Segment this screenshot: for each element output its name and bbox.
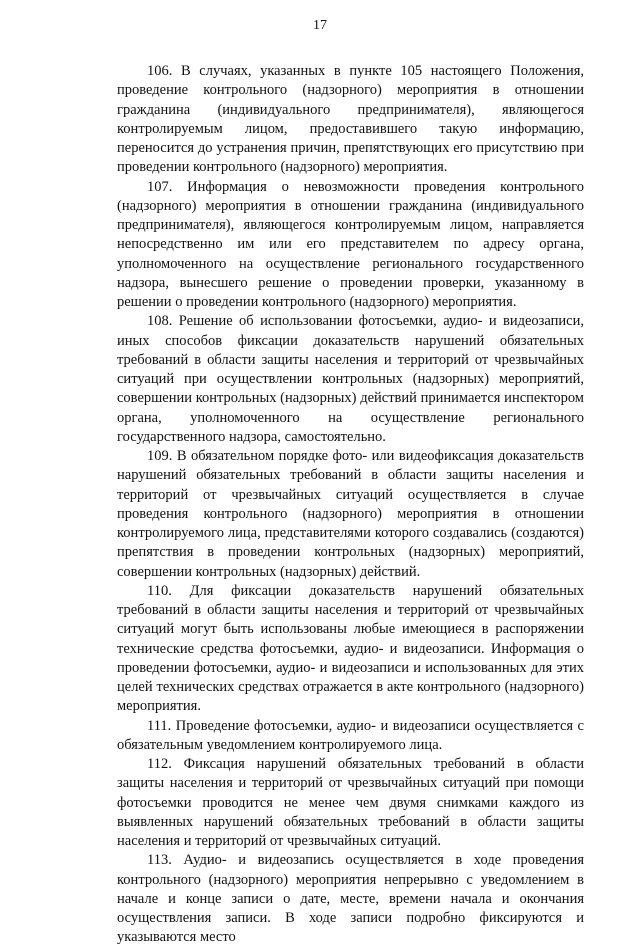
paragraph-112: 112. Фиксация нарушений обязательных требований в области защиты населения и территорий от чрезвычайных ситуаций при помощи фотосъемки проводится не менее чем двумя снимками каждого из выявленных нарушений обязательных требований в области защиты населения и территорий от чрезвычайных ситуаций. <box>117 756 584 849</box>
paragraph-110: 110. Для фиксации доказательств нарушений обязательных требований в области защиты населения и территорий от чрезвычайных ситуаций могут быть использованы любые имеющиеся в распоряжении технические средства фотосъемки, аудио- и видеозаписи. Информация о проведении фотосъемки, аудио- и видеозаписи и использованных для этих целей технических средствах отражается в акте контрольного (надзорного) мероприятия. <box>117 582 584 715</box>
page-number: 17 <box>313 18 327 33</box>
paragraph-109: 109. В обязательном порядке фото- или видеофиксация доказательств нарушений обязательных требований в области защиты населения и территорий от чрезвычайных ситуаций осуществляется в случае проведения контрольного (надзорного) мероприятия в отношении контролируемого лица, представителями которого создавались (создаются) препятствия в проведении контрольных (надзорных) мероприятий, совершении контрольных (надзорных) действий. <box>117 448 584 580</box>
paragraph-106: 106. В случаях, указанных в пункте 105 настоящего Положения, проведение контрольного (надзорного) мероприятия в отношении гражданина (индивидуального предпринимателя), являющегося контролируемым лицом, предоставившего такую информацию, переносится до устранения причин, препятствующих его присутствию при проведении контрольного (надзорного) мероприятия. <box>117 63 584 176</box>
paragraph-111: 111. Проведение фотосъемки, аудио- и видеозаписи осуществляется с обязательным уведомлением контролируемого лица. <box>117 717 584 753</box>
paragraph-108: 108. Решение об использовании фотосъемки, аудио- и видеозаписи, иных способов фиксации доказательств нарушений обязательных требований в области защиты населения и территорий от чрезвычайных ситуаций при осуществлении контрольных (надзорных) мероприятий, совершении контрольных (надзорных) действий принимается инспектором органа, уполномоченного на осуществление регионального государственного надзора, самостоятельно. <box>117 313 584 445</box>
paragraph-107: 107. Информация о невозможности проведения контрольного (надзорного) мероприятия в отношении гражданина (индивидуального предпринимателя), являющегося контролируемым лицом, направляется непосредственно им или его представителем по адресу органа, уполномоченного на осуществление регионального государственного надзора, вынесшего решение о проведении проверки, указанному в решении о проведении контрольного (надзорного) мероприятия. <box>117 178 584 310</box>
paragraph-113: 113. Аудио- и видеозапись осуществляется в ходе проведения контрольного (надзорного) мероприятия непрерывно с уведомлением в начале и конце записи о дате, месте, времени начала и окончания осуществления записи. В ходе записи подробно фиксируются и указываются место <box>117 852 584 946</box>
document-body <box>117 62 584 948</box>
